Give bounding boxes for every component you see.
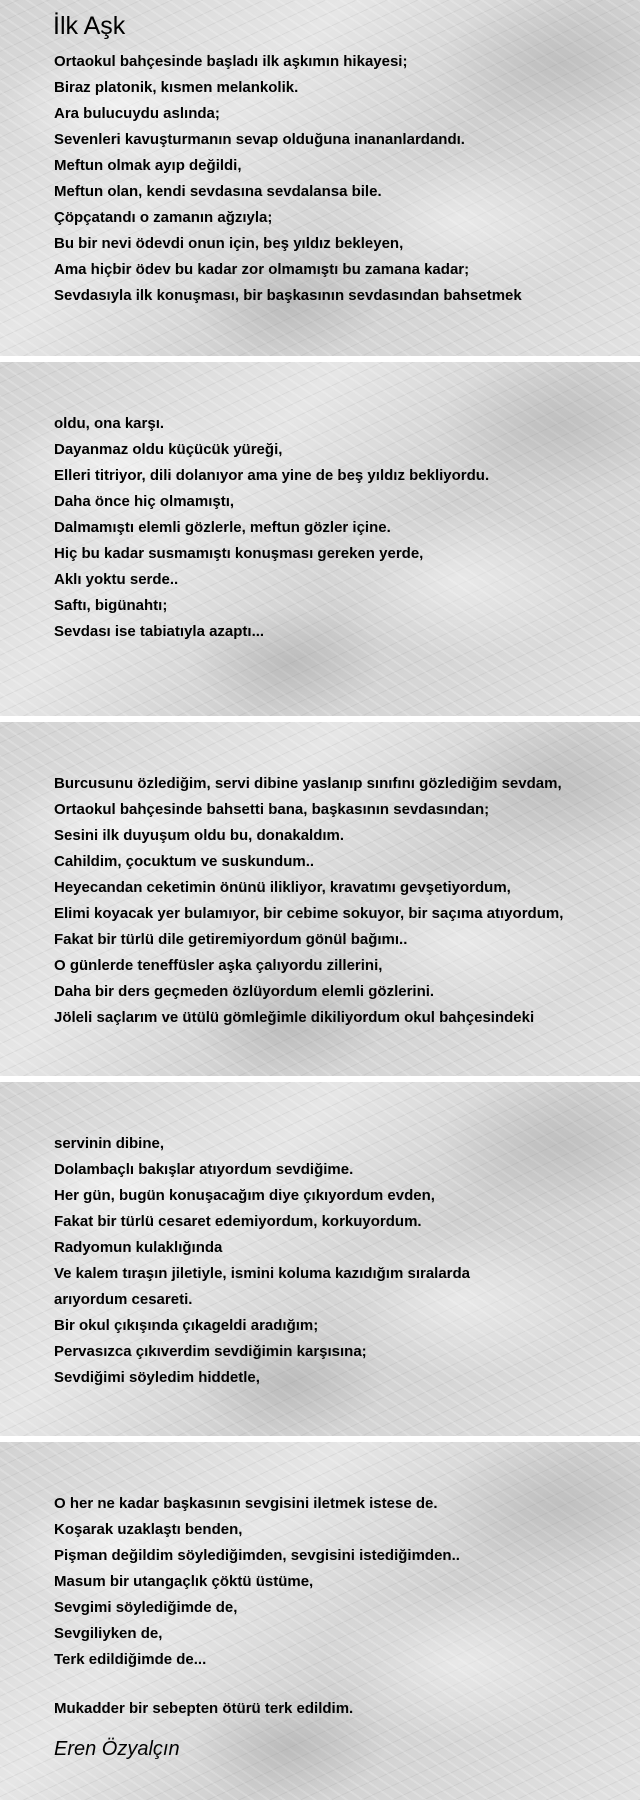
poem-line: Elleri titriyor, dili dolanıyor ama yine de beş yıldız bekliyordu. [54, 467, 490, 484]
poem-line: Her gün, bugün konuşacağım diye çıkıyordum evden, [54, 1187, 435, 1204]
stanza-4 [54, 1131, 470, 1391]
closing-line: Mukadder bir sebepten ötürü terk edildim. [54, 1700, 354, 1717]
poem-line: servinin dibine, [54, 1135, 165, 1152]
poem-line: Daha önce hiç olmamıştı, [54, 493, 235, 510]
poem-line: Bir okul çıkışında çıkageldi aradığım; [54, 1317, 319, 1334]
poem-line: Jöleli saçlarım ve ütülü gömleğimle dikiliyordum okul bahçesindeki [54, 1009, 535, 1026]
poem-line: Elimi koyacak yer bulamıyor, bir cebime sokuyor, bir saçıma atıyordum, [54, 905, 564, 922]
poem-line: Sevdasıyla ilk konuşması, bir başkasının sevdasından bahsetmek [54, 287, 522, 304]
poem-line: Sevdiğimi söyledim hiddetle, [54, 1369, 260, 1386]
poem-line: Ara bulucuydu aslında; [54, 105, 220, 122]
poem-line: Aklı yoktu serde.. [54, 571, 179, 588]
poem-line: Pervasızca çıkıverdim sevdiğimin karşısına; [54, 1343, 367, 1360]
poem-line: Sevgiliyken de, [54, 1625, 163, 1642]
author-name: Eren Özyalçın [54, 1738, 180, 1760]
poem-line: Çöpçatandı o zamanın ağzıyla; [54, 209, 273, 226]
poem-line: Meftun olmak ayıp değildi, [54, 157, 242, 174]
poem-line: Burcusunu özlediğim, servi dibine yaslanıp sınıfını gözlediğim sevdam, [54, 775, 562, 792]
poem-line: Hiç bu kadar susmamıştı konuşması gereken yerde, [54, 545, 424, 562]
poem-line: Sesini ilk duyuşum oldu bu, donakaldım. [54, 827, 345, 844]
poem-line: Fakat bir türlü cesaret edemiyordum, korkuyordum. [54, 1213, 422, 1230]
poem-line: Saftı, bigünahtı; [54, 597, 168, 614]
poem-line: Meftun olan, kendi sevdasına sevdalansa bile. [54, 183, 382, 200]
poem-line: O her ne kadar başkasının sevgisini iletmek istese de. [54, 1495, 438, 1512]
poem-line: Sevgimi söylediğimde de, [54, 1599, 238, 1616]
poem-line: Daha bir ders geçmeden özlüyordum elemli gözlerini. [54, 983, 435, 1000]
poem-line: Terk edildiğimde de... [54, 1651, 207, 1668]
poem-line: arıyordum cesareti. [54, 1291, 193, 1308]
stanza-2 [54, 411, 489, 645]
poem-line: Dalmamıştı elemli gözlerle, meftun gözler içine. [54, 519, 391, 536]
poem-line: Bu bir nevi ödevdi onun için, beş yıldız bekleyen, [54, 235, 404, 252]
poem-line: Heyecandan ceketimin önünü ilikliyor, kravatımı gevşetiyordum, [54, 879, 511, 896]
poem-title: İlk Aşk [53, 12, 126, 40]
poem-line: Ortaokul bahçesinde başladı ilk aşkımın hikayesi; [54, 53, 408, 70]
stanza-1 [54, 49, 522, 309]
poem-line: Masum bir utangaçlık çöktü üstüme, [54, 1573, 314, 1590]
poem-line: Radyomun kulaklığında [54, 1239, 223, 1256]
poem-line: Koşarak uzaklaştı benden, [54, 1521, 243, 1538]
poem-line: oldu, ona karşı. [54, 415, 165, 432]
poem-line: Cahildim, çocuktum ve suskundum.. [54, 853, 315, 870]
poem-line: Fakat bir türlü dile getiremiyordum gönül bağımı.. [54, 931, 408, 948]
poem-line: Ve kalem tıraşın jiletiyle, ismini koluma kazıdığım sıralarda [54, 1265, 471, 1282]
poem-line: Pişman değildim söylediğimden, sevgisini istediğimden.. [54, 1547, 460, 1564]
poem-line: Biraz platonik, kısmen melankolik. [54, 79, 299, 96]
poem-line: Ortaokul bahçesinde bahsetti bana, başkasının sevdasından; [54, 801, 490, 818]
stanza-5 [54, 1491, 460, 1673]
poem-line: O günlerde teneffüsler aşka çalıyordu zillerini, [54, 957, 383, 974]
poem-line: Sevenleri kavuşturmanın sevap olduğuna inananlardandı. [54, 131, 465, 148]
poem-line: Dayanmaz oldu küçücük yüreği, [54, 441, 283, 458]
stanza-3 [54, 771, 563, 1031]
poem-line: Sevdası ise tabiatıyla azaptı... [54, 623, 265, 640]
poem-line: Ama hiçbir ödev bu kadar zor olmamıştı bu zamana kadar; [54, 261, 470, 278]
poem-line: Dolambaçlı bakışlar atıyordum sevdiğime. [54, 1161, 354, 1178]
